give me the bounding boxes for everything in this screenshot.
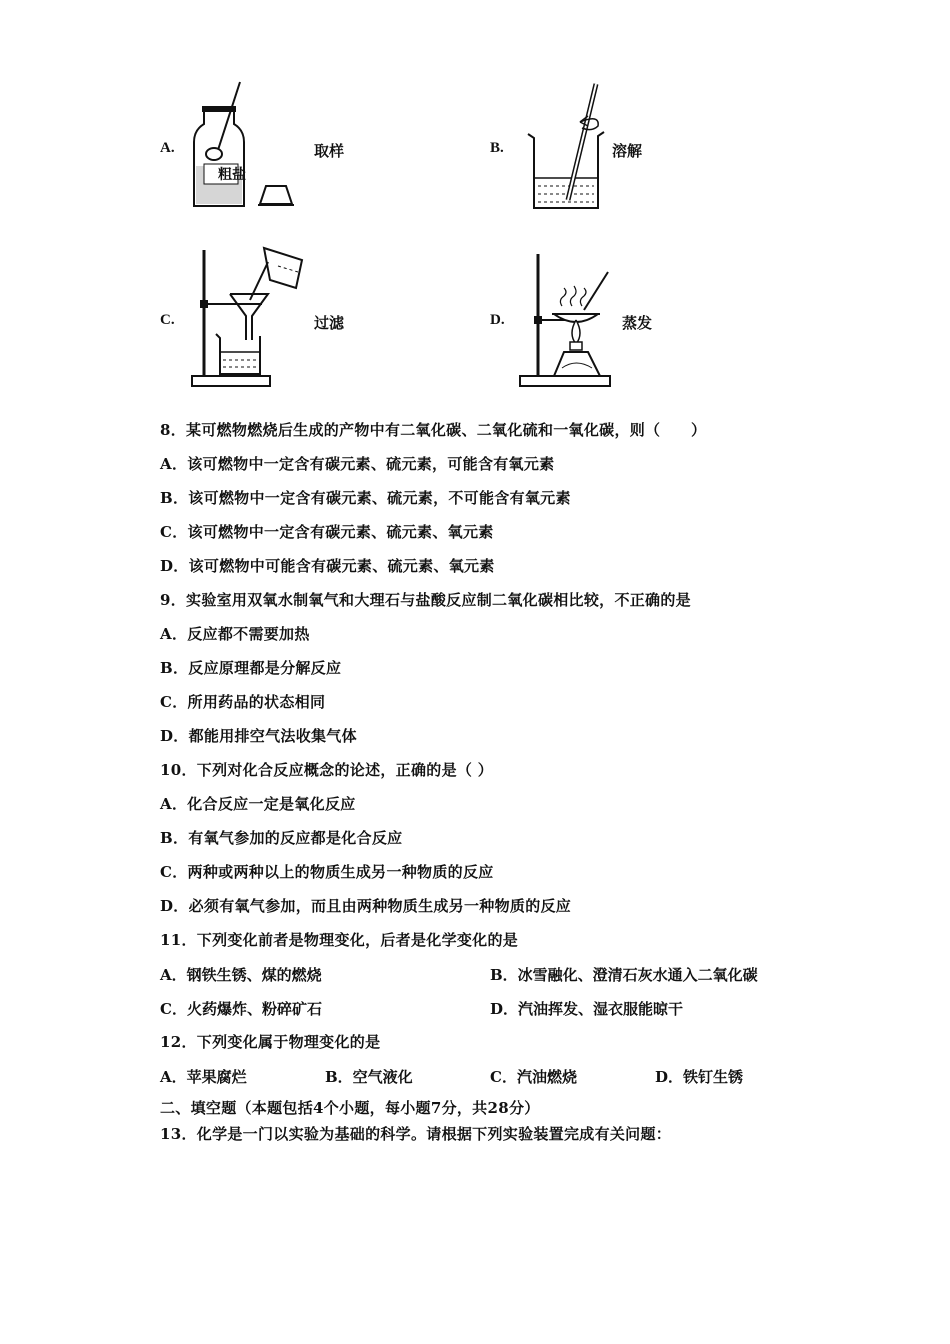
question-8-option-d: D．该可燃物中可能含有碳元素、硫元素、氧元素 <box>160 557 495 575</box>
jar-label: 粗盐 <box>218 167 246 183</box>
question-9-option-d: D．都能用排空气法收集气体 <box>160 727 357 745</box>
question-9-option-b: B．反应原理都是分解反应 <box>160 659 342 677</box>
question-12-option-a: A．苹果腐烂 <box>160 1068 247 1086</box>
question-12-option-d: D．铁钉生锈 <box>655 1068 744 1086</box>
question-10-option-c: C．两种或两种以上的物质生成另一种物质的反应 <box>160 863 494 881</box>
question-11-option-d: D．汽油挥发、湿衣服能晾干 <box>490 1000 684 1018</box>
question-11-stem: 11．下列变化前者是物理变化，后者是化学变化的是 <box>160 931 519 949</box>
figure-c-label: C. <box>160 312 175 328</box>
figure-a-caption: 取样 <box>314 142 345 160</box>
question-9-stem: 9．实验室用双氧水制氧气和大理石与盐酸反应制二氧化碳相比较，不正确的是 <box>160 591 691 609</box>
figure-d-label: D. <box>490 312 505 328</box>
question-12-option-c: C．汽油燃烧 <box>490 1068 577 1086</box>
question-12-stem: 12．下列变化属于物理变化的是 <box>160 1033 381 1051</box>
figure-d-caption: 蒸发 <box>622 314 653 332</box>
question-9-option-c: C．所用药品的状态相同 <box>160 693 326 711</box>
question-11-option-c: C．火药爆炸、粉碎矿石 <box>160 1000 322 1018</box>
filtering-apparatus-figure <box>190 240 310 390</box>
question-8-option-c: C．该可燃物中一定含有碳元素、硫元素、氧元素 <box>160 523 494 541</box>
figure-a-label: A. <box>160 140 175 156</box>
dissolving-apparatus-figure <box>526 82 616 212</box>
sampling-apparatus-figure <box>188 80 308 210</box>
question-11-option-b: B．冰雪融化、澄清石灰水通入二氧化碳 <box>490 966 758 984</box>
question-10-option-a: A．化合反应一定是氧化反应 <box>160 795 356 813</box>
figure-b-caption: 溶解 <box>612 142 643 160</box>
figure-c-caption: 过滤 <box>314 314 345 332</box>
evaporation-apparatus-figure <box>518 250 618 390</box>
question-8-option-b: B．该可燃物中一定含有碳元素、硫元素，不可能含有氧元素 <box>160 489 571 507</box>
figure-b-label: B. <box>490 140 504 156</box>
question-8-option-a: A．该可燃物中一定含有碳元素、硫元素，可能含有氧元素 <box>160 455 555 473</box>
question-10-stem: 10．下列对化合反应概念的论述，正确的是（ ） <box>160 761 493 779</box>
question-9-option-a: A．反应都不需要加热 <box>160 625 310 643</box>
question-8-stem: 8．某可燃物燃烧后生成的产物中有二氧化碳、二氧化硫和一氧化碳，则（ ） <box>160 421 707 439</box>
section-2-heading: 二、填空题（本题包括4个小题，每小题7分，共28分） <box>160 1099 540 1117</box>
question-11-option-a: A．钢铁生锈、煤的燃烧 <box>160 966 322 984</box>
question-12-option-b: B．空气液化 <box>325 1068 413 1086</box>
question-10-option-d: D．必须有氧气参加，而且由两种物质生成另一种物质的反应 <box>160 897 572 915</box>
question-13-stem: 13．化学是一门以实验为基础的科学。请根据下列实验装置完成有关问题： <box>160 1125 672 1143</box>
question-10-option-b: B．有氧气参加的反应都是化合反应 <box>160 829 403 847</box>
